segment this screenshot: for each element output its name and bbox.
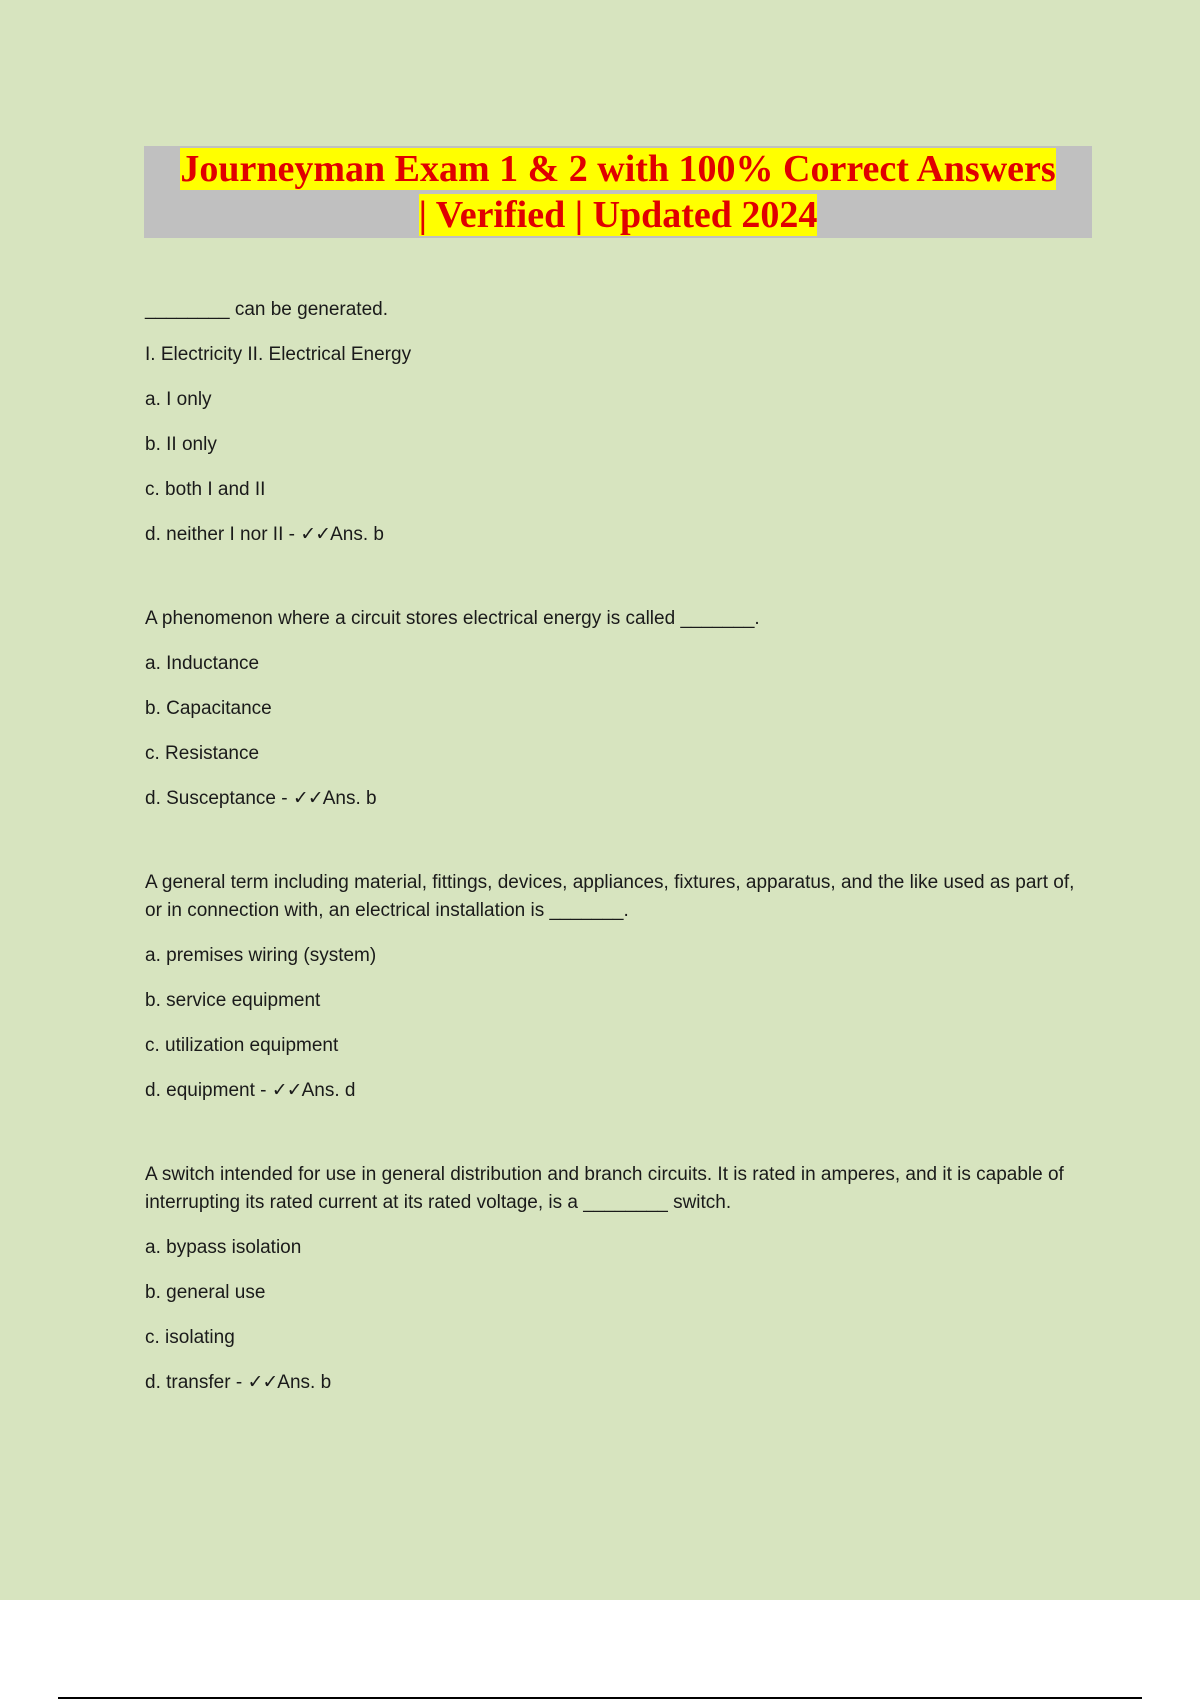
answer-key: Ans. b bbox=[330, 524, 384, 545]
answer-key: Ans. b bbox=[322, 788, 377, 809]
option-a: a. I only bbox=[145, 389, 212, 410]
option-d bbox=[145, 1077, 1085, 1105]
question-3 bbox=[145, 869, 1085, 1105]
option-b: b. service equipment bbox=[145, 990, 321, 1011]
check-mark-icon: ✓✓ bbox=[271, 1080, 302, 1101]
document-title bbox=[144, 146, 1092, 238]
option-a: a. Inductance bbox=[145, 653, 260, 674]
answer-separator: - bbox=[254, 1080, 272, 1101]
option-a: a. premises wiring (system) bbox=[145, 945, 377, 966]
option-d bbox=[145, 521, 1085, 549]
option-d bbox=[145, 785, 1085, 813]
question-list bbox=[145, 296, 1085, 1453]
option-c: c. utilization equipment bbox=[145, 1035, 339, 1056]
option-a: a. bypass isolation bbox=[145, 1237, 302, 1258]
option-b: b. Capacitance bbox=[145, 698, 272, 719]
footer-divider bbox=[58, 1697, 1142, 1699]
option-b: b. II only bbox=[145, 434, 217, 455]
check-mark-icon: ✓✓ bbox=[300, 524, 331, 545]
option-d-text: d. neither I nor II bbox=[145, 524, 284, 545]
question-4 bbox=[145, 1161, 1085, 1397]
option-d bbox=[145, 1369, 1085, 1397]
answer-separator: - bbox=[275, 788, 293, 809]
question-stem: ________ can be generated. bbox=[145, 299, 388, 320]
answer-separator: - bbox=[230, 1372, 248, 1393]
question-2 bbox=[145, 605, 1085, 813]
check-mark-icon: ✓✓ bbox=[247, 1372, 278, 1393]
option-d-text: d. Susceptance bbox=[145, 788, 276, 809]
question-stem: A general term including material, fittings, devices, appliances, fixtures, apparatus, and the like used as part of, or in connection with, an electrical installation is _______. bbox=[145, 872, 1075, 921]
question-stem: A phenomenon where a circuit stores electrical energy is called _______. bbox=[145, 608, 760, 629]
option-d-text: d. transfer bbox=[145, 1372, 231, 1393]
question-stem: A switch intended for use in general distribution and branch circuits. It is rated in amperes, and it is capable of interrupting its rated current at its rated voltage, is a ________ switch. bbox=[145, 1164, 1064, 1213]
answer-key: Ans. b bbox=[277, 1372, 332, 1393]
option-d-text: d. equipment bbox=[145, 1080, 255, 1101]
check-mark-icon: ✓✓ bbox=[292, 788, 323, 809]
option-c: c. Resistance bbox=[145, 743, 260, 764]
question-1 bbox=[145, 296, 1085, 549]
title-line-2: | Verified | Updated 2024 bbox=[418, 194, 818, 236]
option-c: c. isolating bbox=[145, 1327, 235, 1348]
answer-key: Ans. d bbox=[301, 1080, 356, 1101]
option-b: b. general use bbox=[145, 1282, 266, 1303]
option-c: c. both I and II bbox=[145, 479, 266, 500]
question-stem-statements: I. Electricity II. Electrical Energy bbox=[145, 344, 412, 365]
answer-separator: - bbox=[283, 524, 301, 545]
title-line-1: Journeyman Exam 1 & 2 with 100% Correct Answers bbox=[180, 148, 1056, 190]
